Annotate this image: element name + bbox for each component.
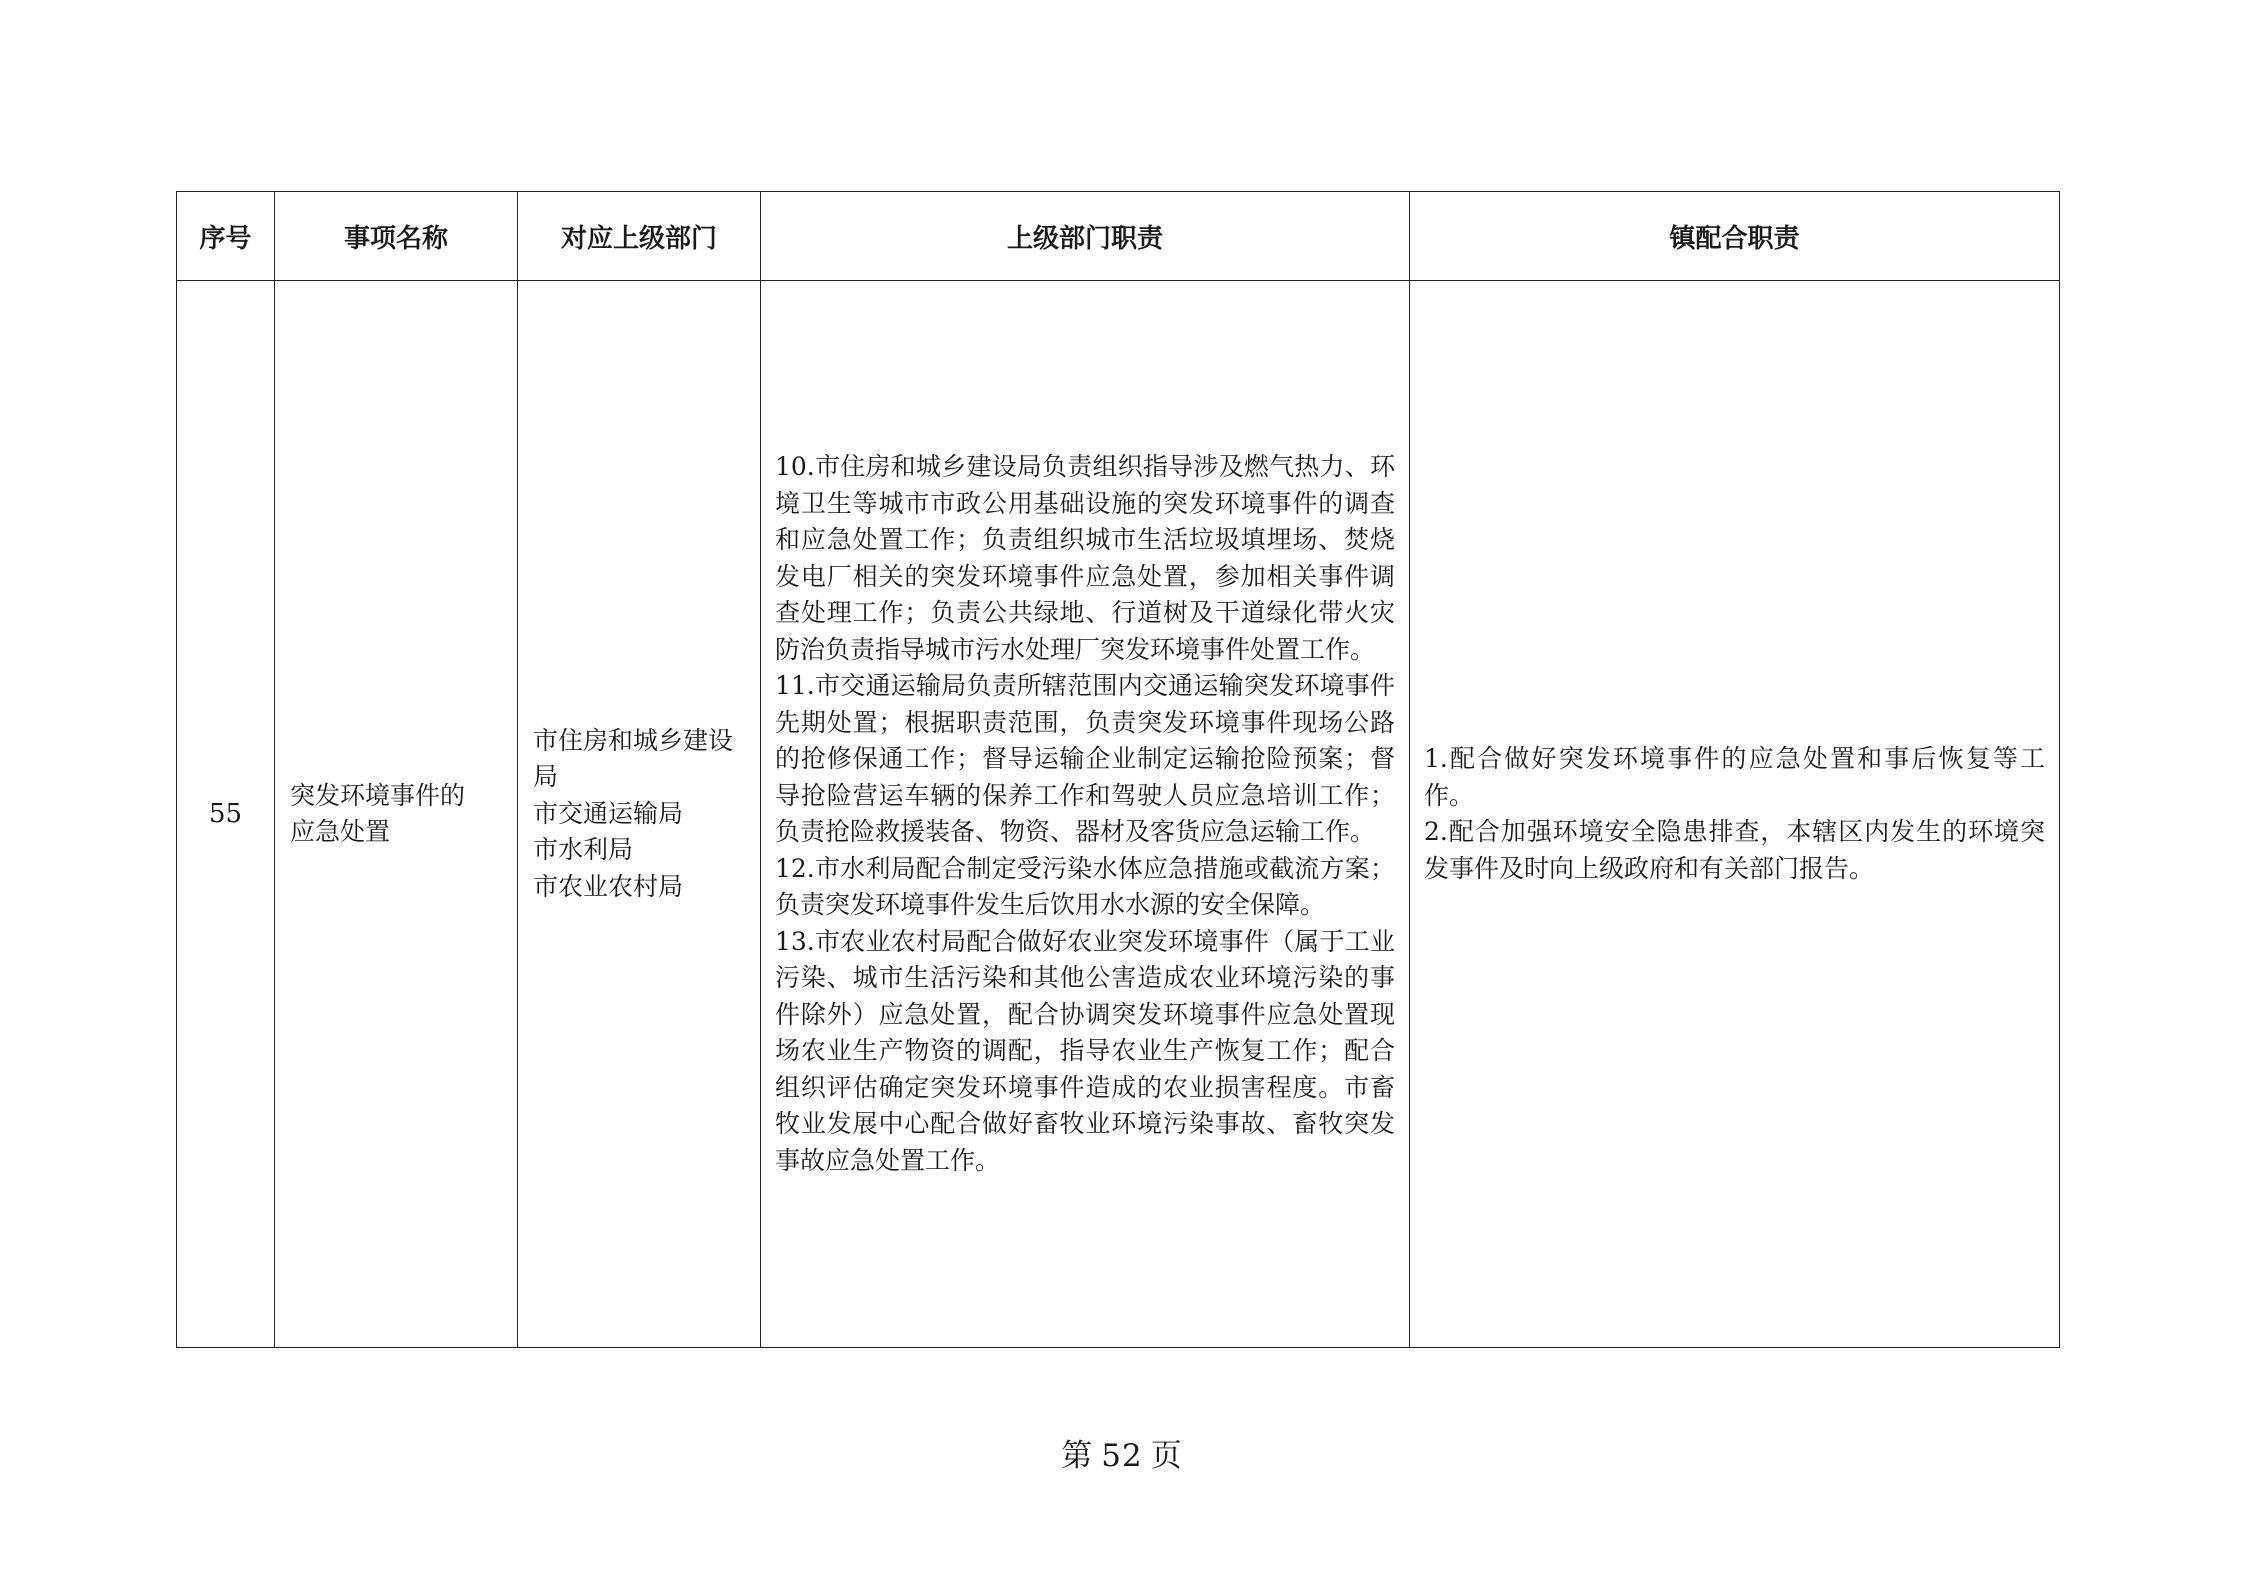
- department-name: 市住房和城乡建设局: [533, 725, 734, 792]
- page-number: 52: [1101, 1438, 1143, 1474]
- table-row: [177, 281, 2060, 1348]
- department-name: 市交通运输局: [533, 798, 684, 828]
- item-name-cell: [275, 281, 518, 1348]
- duty-paragraph: 13.市农业农村局配合做好农业突发环境事件（属于工业污染、城市生活污染和其他公害造成农业环境污染的事件除外）应急处置，配合协调突发环境事件应急处置现场农业生产物资的调配，指导农业生产恢复工作；配合组织评估确定突发环境事件造成的农业损害程度。市畜牧业发展中心配合做好畜牧业环境污染事故、畜牧突发事故应急处置工作。: [775, 926, 1395, 1175]
- department-duties-cell: [761, 281, 1410, 1348]
- department-name: 市农业农村局: [533, 871, 684, 901]
- department-name: 市水利局: [533, 835, 634, 865]
- duty-paragraph: 11.市交通运输局负责所辖范围内交通运输突发环境事件先期处置；根据职责范围，负责突发环境事件现场公路的抢修保通工作；督导运输企业制定运输抢险预案；督导抢险营运车辆的保养工作和驾驶人员应急培训工作；负责抢险救援装备、物资、器材及客货应急运输工作。: [775, 671, 1395, 846]
- item-name-line: 突发环境事件的: [290, 780, 466, 810]
- header-department: 对应上级部门: [518, 192, 761, 281]
- header-number: 序号: [177, 192, 275, 281]
- page-suffix: 页: [1150, 1438, 1183, 1474]
- town-duty-paragraph: 1.配合做好突发环境事件的应急处置和事后恢复等工作。: [1424, 744, 2045, 810]
- header-department-duties: 上级部门职责: [761, 192, 1410, 281]
- table-header-row: [177, 192, 2060, 281]
- department-cell: [518, 281, 761, 1348]
- header-town-duties: 镇配合职责: [1410, 192, 2060, 281]
- item-name-line: 应急处置: [290, 817, 391, 846]
- duty-table: [176, 191, 2060, 1348]
- town-duty-paragraph: 2.配合加强环境安全隐患排查，本辖区内发生的环境突发事件及时向上级政府和有关部门报告。: [1424, 817, 2045, 883]
- duty-paragraph: 12.市水利局配合制定受污染水体应急措施或截流方案；负责突发环境事件发生后饮用水水源的安全保障。: [775, 853, 1395, 919]
- duty-paragraph: 10.市住房和城乡建设局负责组织指导涉及燃气热力、环境卫生等城市市政公用基础设施的突发环境事件的调查和应急处置工作；负责组织城市生活垃圾填埋场、焚烧发电厂相关的突发环境事件应急处置，参加相关事件调查处理工作；负责公共绿地、行道树及干道绿化带火灾防治负责指导城市污水处理厂突发环境事件处置工作。: [775, 452, 1395, 664]
- town-duties-cell: [1410, 281, 2060, 1348]
- header-item-name: 事项名称: [275, 192, 518, 281]
- page-prefix: 第: [1061, 1438, 1094, 1474]
- row-number: 55: [177, 281, 275, 1348]
- page-footer: [0, 1430, 2244, 1475]
